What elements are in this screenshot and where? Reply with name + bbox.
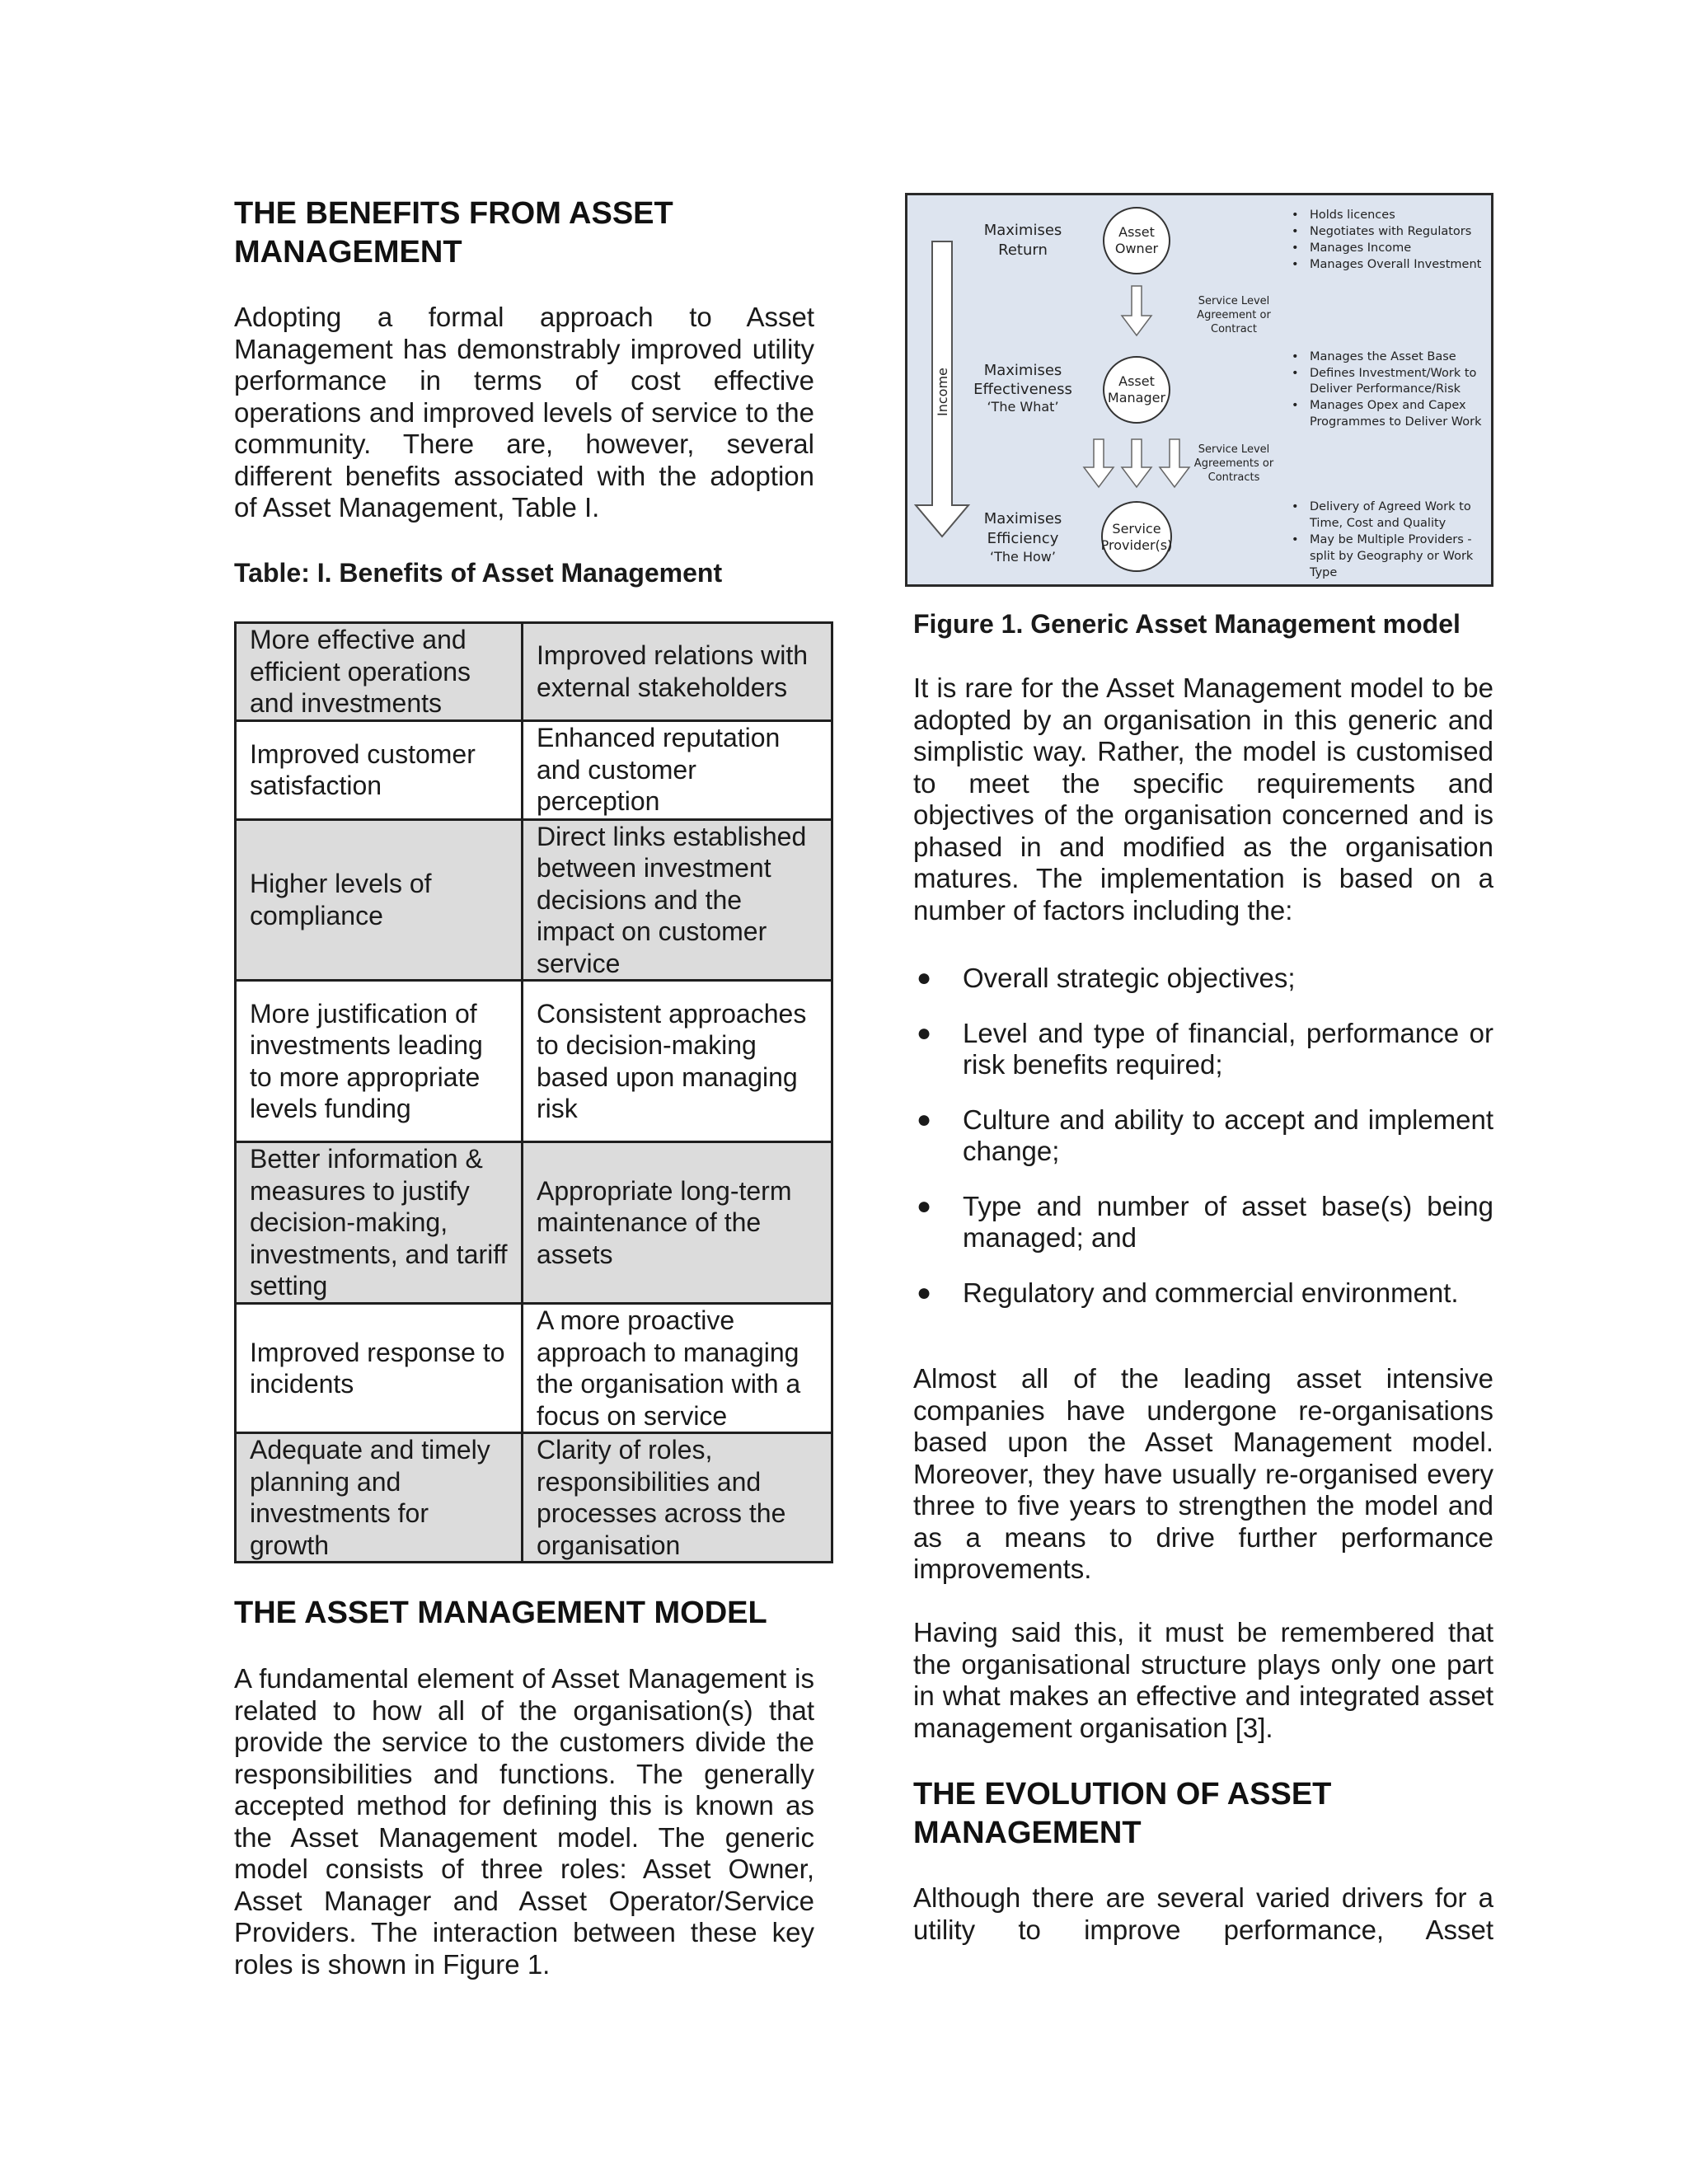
role-label: Maximises bbox=[983, 362, 1062, 379]
svg-text:•: • bbox=[1292, 500, 1299, 513]
bullet-text: Delivery of Agreed Work to bbox=[1310, 500, 1471, 513]
role-label: Maximises bbox=[983, 510, 1062, 527]
role-label: ‘The How’ bbox=[990, 549, 1056, 565]
svg-text:•: • bbox=[1292, 225, 1299, 238]
table-cell: Clarity of roles, responsibilities and processes across the organisation bbox=[523, 1433, 832, 1563]
section-heading-benefits: THE BENEFITS FROM ASSET MANAGEMENT bbox=[234, 196, 673, 269]
sla-label: Service Level bbox=[1198, 443, 1270, 456]
table-cell: Better information & measures to justify decision-making, investments, and tariff setting bbox=[236, 1142, 523, 1304]
section-heading-model: THE ASSET MANAGEMENT MODEL bbox=[234, 1596, 767, 1630]
model-diagram bbox=[907, 195, 1491, 584]
sla-label: Contract bbox=[1211, 323, 1257, 335]
provider-bullets bbox=[1292, 500, 1474, 579]
customisation-paragraph: It is rare for the Asset Management model to be adopted by an organisation in this generic and simplistic way. Rather, the model is customised to meet the specific requirements and objectives of the organisation concerned and is phased in and modified as the organisation matures. The implementation is based on a number of factors including the: bbox=[913, 673, 1493, 926]
bullet-text: Defines Investment/Work to bbox=[1310, 367, 1477, 380]
bullet-icon: ● bbox=[917, 1019, 932, 1047]
bullet-text: Negotiates with Regulators bbox=[1310, 225, 1472, 238]
manager-bullets bbox=[1292, 350, 1482, 429]
benefits-paragraph: Adopting a formal approach to Asset Management has demonstrably improved utility performance in terms of cost effective operations and improved levels of service to the community. There are, however, several different benefits associated with the adoption of Asset Management, Table I. bbox=[234, 302, 814, 523]
list-item-text: Level and type of financial, performance or risk benefits required; bbox=[963, 1017, 1493, 1080]
bullet-icon: ● bbox=[917, 964, 932, 991]
role-label: Return bbox=[998, 241, 1048, 259]
table-row bbox=[236, 623, 832, 721]
table-cell: Higher levels of compliance bbox=[236, 819, 523, 981]
circle-label: Service bbox=[1112, 521, 1161, 537]
reorganisation-paragraph: Almost all of the leading asset intensive companies have undergone re-organisations based upon the Asset Management model. Moreover, they have usually re-organised every three to five years to strengthen the model and as a means to drive further performance improvements. bbox=[913, 1363, 1493, 1584]
list-item bbox=[913, 963, 1493, 995]
factors-list bbox=[913, 963, 1493, 1332]
table-cell: Improved relations with external stakeholders bbox=[523, 623, 832, 721]
down-arrow-icon bbox=[1160, 439, 1189, 487]
circle-label: Asset bbox=[1118, 373, 1155, 389]
bullet-text: split by Geography or Work bbox=[1310, 550, 1474, 563]
down-arrow-icon bbox=[1122, 439, 1151, 487]
svg-text:•: • bbox=[1292, 241, 1299, 255]
role-label: Maximises bbox=[983, 222, 1062, 239]
svg-text:•: • bbox=[1292, 258, 1299, 271]
table-cell: More justification of investments leading to more appropriate levels funding bbox=[236, 981, 523, 1142]
list-item bbox=[913, 1277, 1493, 1310]
structure-paragraph: Having said this, it must be remembered that the organisational structure plays only one part in what makes an effective and integrated asset management organisation [3]. bbox=[913, 1617, 1493, 1743]
table-cell: A more proactive approach to managing the organisation with a focus on service bbox=[523, 1304, 832, 1433]
table-row bbox=[236, 819, 832, 981]
bullet-text: Manages Income bbox=[1310, 241, 1412, 255]
list-item-text: Culture and ability to accept and implement change; bbox=[963, 1104, 1493, 1166]
table-cell: Enhanced reputation and customer perception bbox=[523, 720, 832, 819]
table-cell: Adequate and timely planning and investments for growth bbox=[236, 1433, 523, 1563]
benefits-table bbox=[234, 621, 833, 1563]
table-cell: More effective and efficient operations and investments bbox=[236, 623, 523, 721]
sla-label: Agreement or bbox=[1197, 309, 1271, 321]
bullet-text: Time, Cost and Quality bbox=[1310, 517, 1447, 530]
svg-text:•: • bbox=[1292, 367, 1299, 380]
table-row bbox=[236, 1304, 832, 1433]
list-item-text: Type and number of asset base(s) being managed; and bbox=[963, 1190, 1493, 1253]
figure-caption: Figure 1. Generic Asset Management model bbox=[913, 609, 1461, 639]
table-cell: Consistent approaches to decision-making based upon managing risk bbox=[523, 981, 832, 1142]
model-paragraph: A fundamental element of Asset Management is related to how all of the organisation(s) that provide the service to the customers divide the responsibilities and functions. The generally accepted method for defining this is known as the Asset Management model. The generic model consists of three roles: Asset Owner, Asset Manager and Asset Operator/Service Providers. The interaction between these key roles is shown in Figure 1. bbox=[234, 1663, 814, 1980]
sla-label: Agreements or bbox=[1193, 457, 1274, 470]
list-item-text: Regulatory and commercial environment. bbox=[963, 1277, 1459, 1308]
table-row bbox=[236, 1433, 832, 1563]
role-label: Efficiency bbox=[987, 530, 1059, 547]
sla-label: Service Level bbox=[1198, 295, 1270, 307]
svg-text:•: • bbox=[1292, 533, 1299, 546]
income-label: Income bbox=[935, 368, 950, 416]
bullet-text: Manages the Asset Base bbox=[1310, 350, 1456, 363]
circle-label: Asset bbox=[1118, 224, 1155, 240]
table-row bbox=[236, 720, 832, 819]
table-caption: Table: I. Benefits of Asset Management bbox=[234, 558, 723, 588]
service-provider-circle bbox=[1102, 502, 1171, 571]
list-item bbox=[913, 1191, 1493, 1254]
svg-text:•: • bbox=[1292, 350, 1299, 363]
sla-label: Contracts bbox=[1207, 471, 1260, 484]
svg-text:•: • bbox=[1292, 209, 1299, 222]
bullet-text: May be Multiple Providers - bbox=[1310, 533, 1472, 546]
section-heading-evolution: THE EVOLUTION OF ASSET MANAGEMENT bbox=[913, 1777, 1332, 1850]
svg-text:•: • bbox=[1292, 399, 1299, 412]
table-cell: Appropriate long-term maintenance of the assets bbox=[523, 1142, 832, 1304]
table-cell: Direct links established between investment decisions and the impact on customer service bbox=[523, 819, 832, 981]
bullet-icon: ● bbox=[917, 1192, 932, 1220]
circle-label: Manager bbox=[1107, 390, 1166, 405]
list-item-text: Overall strategic objectives; bbox=[963, 963, 1296, 993]
table-cell: Improved customer satisfaction bbox=[236, 720, 523, 819]
bullet-text: Programmes to Deliver Work bbox=[1310, 415, 1482, 429]
table-row bbox=[236, 1142, 832, 1304]
circle-label: Owner bbox=[1114, 241, 1159, 256]
bullet-icon: ● bbox=[917, 1105, 932, 1133]
asset-management-model-figure bbox=[905, 193, 1493, 587]
table-cell: Improved response to incidents bbox=[236, 1304, 523, 1433]
role-label: ‘The What’ bbox=[987, 399, 1059, 415]
bullet-text: Deliver Performance/Risk bbox=[1310, 382, 1461, 396]
bullet-icon: ● bbox=[917, 1278, 932, 1306]
list-item bbox=[913, 1018, 1493, 1081]
down-arrow-icon bbox=[1122, 286, 1151, 335]
bullet-text: Manages Opex and Capex bbox=[1310, 399, 1466, 412]
owner-bullets bbox=[1292, 209, 1482, 271]
down-arrow-icon bbox=[1084, 439, 1114, 487]
bullet-text: Holds licences bbox=[1310, 209, 1395, 222]
list-item bbox=[913, 1104, 1493, 1168]
table-row bbox=[236, 981, 832, 1142]
role-label: Effectiveness bbox=[973, 381, 1072, 398]
bullet-text: Type bbox=[1310, 566, 1338, 579]
circle-label: Provider(s) bbox=[1100, 537, 1173, 553]
bullet-text: Manages Overall Investment bbox=[1310, 258, 1482, 271]
evolution-paragraph: Although there are several varied drivers for a utility to improve performance, Asset bbox=[913, 1882, 1493, 1945]
